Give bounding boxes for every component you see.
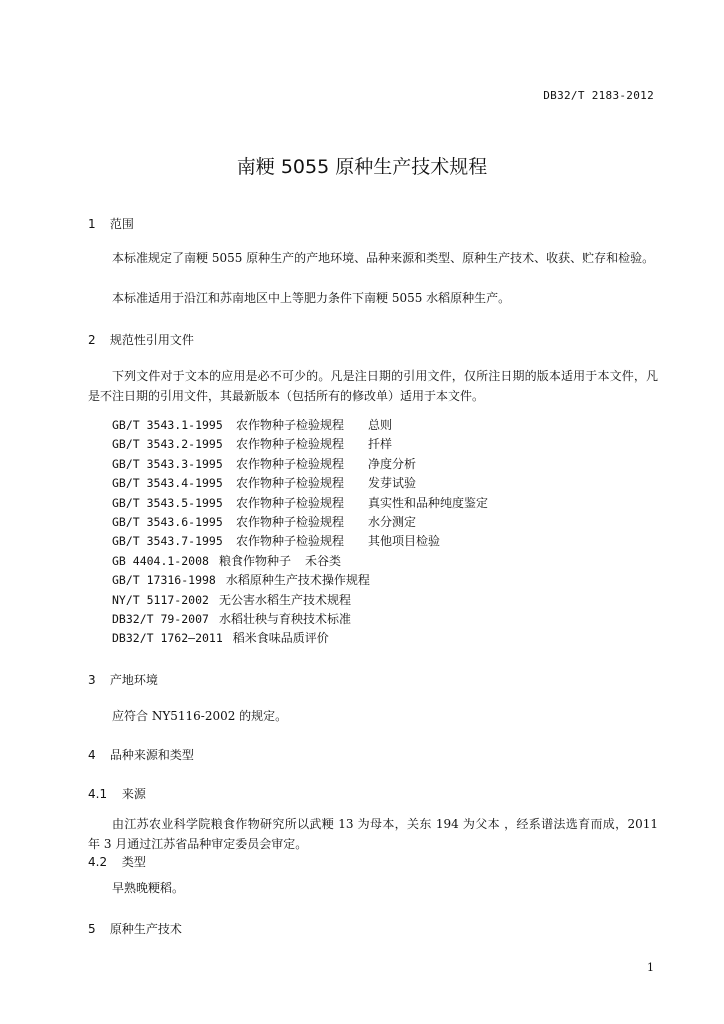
reference-code: GB/T 3543.3-1995 xyxy=(112,456,223,471)
reference-name: 水稻壮秧与育秧技术标准 xyxy=(218,611,351,626)
reference-name: 稻米食味品质评价 xyxy=(232,631,329,646)
reference-category: 粮食作物种子 xyxy=(218,553,291,568)
reference-item xyxy=(112,416,488,435)
reference-item xyxy=(112,513,488,532)
section-number: 2 xyxy=(88,333,96,347)
subsection-4-1-paragraph: 由江苏农业科学院粮食作物研究所以武粳 13 为母本，关东 194 为父本 ，经系谱法选育而成，2011 年 3 月通过江苏省品种审定委员会审定。 xyxy=(88,817,658,851)
section-2-paragraph: 下列文件对于文本的应用是必不可少的。凡是注日期的引用文件，仅所注日期的版本适用于本文件，凡是不注日期的引用文件，其最新版本（包括所有的修改单）适用于本文件。 xyxy=(88,369,658,403)
reference-name: 水稻原种生产技术操作规程 xyxy=(225,573,370,588)
reference-name: 发芽试验 xyxy=(368,476,417,491)
subsection-number: 4.2 xyxy=(88,855,108,869)
reference-code: DB32/T 79-2007 xyxy=(112,611,209,626)
section-number: 4 xyxy=(88,748,96,762)
section-title: 原种生产技术 xyxy=(109,922,182,936)
section-title: 品种来源和类型 xyxy=(109,748,194,762)
reference-name: 扦样 xyxy=(368,437,393,452)
reference-code: NY/T 5117-2002 xyxy=(112,592,209,607)
reference-item xyxy=(112,629,488,648)
reference-code: GB/T 3543.2-1995 xyxy=(112,437,223,452)
reference-name: 禾谷类 xyxy=(304,553,341,568)
reference-item xyxy=(112,610,488,629)
reference-item xyxy=(112,474,488,493)
reference-code: GB/T 3543.7-1995 xyxy=(112,534,223,549)
reference-name: 水分测定 xyxy=(368,514,417,529)
reference-code: GB/T 3543.4-1995 xyxy=(112,476,223,491)
section-1-heading xyxy=(88,215,134,232)
section-title: 产地环境 xyxy=(109,673,158,687)
reference-name: 总则 xyxy=(368,418,393,432)
section-1-paragraph-1: 本标准规定了南粳 5055 原种生产的产地环境、品种来源和类型、原种生产技术、收获、贮存和检验。 xyxy=(112,251,655,265)
subsection-title: 来源 xyxy=(121,787,146,801)
reference-name: 净度分析 xyxy=(368,456,417,471)
reference-code: DB32/T 1762—2011 xyxy=(112,631,223,646)
subsection-4-2-paragraph: 早熟晚粳稻。 xyxy=(112,881,185,895)
reference-name: 无公害水稻生产技术规程 xyxy=(218,592,351,607)
reference-item xyxy=(112,455,488,474)
reference-name: 其他项目检验 xyxy=(368,534,441,549)
reference-name: 真实性和品种纯度鉴定 xyxy=(368,495,489,510)
reference-category: 农作物种子检验规程 xyxy=(236,514,345,529)
normative-references-list xyxy=(112,416,488,649)
document-code: DB32/T 2183-2012 xyxy=(543,89,654,102)
reference-item xyxy=(112,552,488,571)
reference-code: GB 4404.1-2008 xyxy=(112,553,209,568)
reference-category: 农作物种子检验规程 xyxy=(236,476,345,491)
reference-category: 农作物种子检验规程 xyxy=(236,534,345,549)
section-3-paragraph: 应符合 NY5116-2002 的规定。 xyxy=(112,709,288,723)
reference-item xyxy=(112,435,488,454)
subsection-title: 类型 xyxy=(121,855,146,869)
reference-item xyxy=(112,571,488,590)
reference-category: 农作物种子检验规程 xyxy=(236,418,345,432)
reference-code: GB/T 17316-1998 xyxy=(112,573,216,588)
reference-item xyxy=(112,591,488,610)
section-5-heading xyxy=(88,920,182,937)
reference-category: 农作物种子检验规程 xyxy=(236,437,345,452)
reference-code: GB/T 3543.5-1995 xyxy=(112,495,223,510)
reference-category: 农作物种子检验规程 xyxy=(236,456,345,471)
reference-category: 农作物种子检验规程 xyxy=(236,495,345,510)
subsection-number: 4.1 xyxy=(88,787,108,801)
reference-item xyxy=(112,494,488,513)
reference-code: GB/T 3543.1-1995 xyxy=(112,418,223,432)
section-1-paragraph-2: 本标准适用于沿江和苏南地区中上等肥力条件下南粳 5055 水稻原种生产。 xyxy=(112,291,511,305)
section-title: 规范性引用文件 xyxy=(109,333,194,347)
subsection-4-1-heading xyxy=(88,785,146,802)
page-number: 1 xyxy=(647,961,654,974)
subsection-4-2-heading xyxy=(88,853,146,870)
reference-item xyxy=(112,532,488,551)
section-number: 1 xyxy=(88,217,96,231)
section-4-heading xyxy=(88,746,194,763)
document-title: 南粳 5055 原种生产技术规程 xyxy=(236,156,488,178)
section-2-heading xyxy=(88,331,194,348)
reference-code: GB/T 3543.6-1995 xyxy=(112,514,223,529)
section-title: 范围 xyxy=(109,217,134,231)
section-number: 3 xyxy=(88,673,96,687)
section-number: 5 xyxy=(88,922,96,936)
section-3-heading xyxy=(88,671,158,688)
